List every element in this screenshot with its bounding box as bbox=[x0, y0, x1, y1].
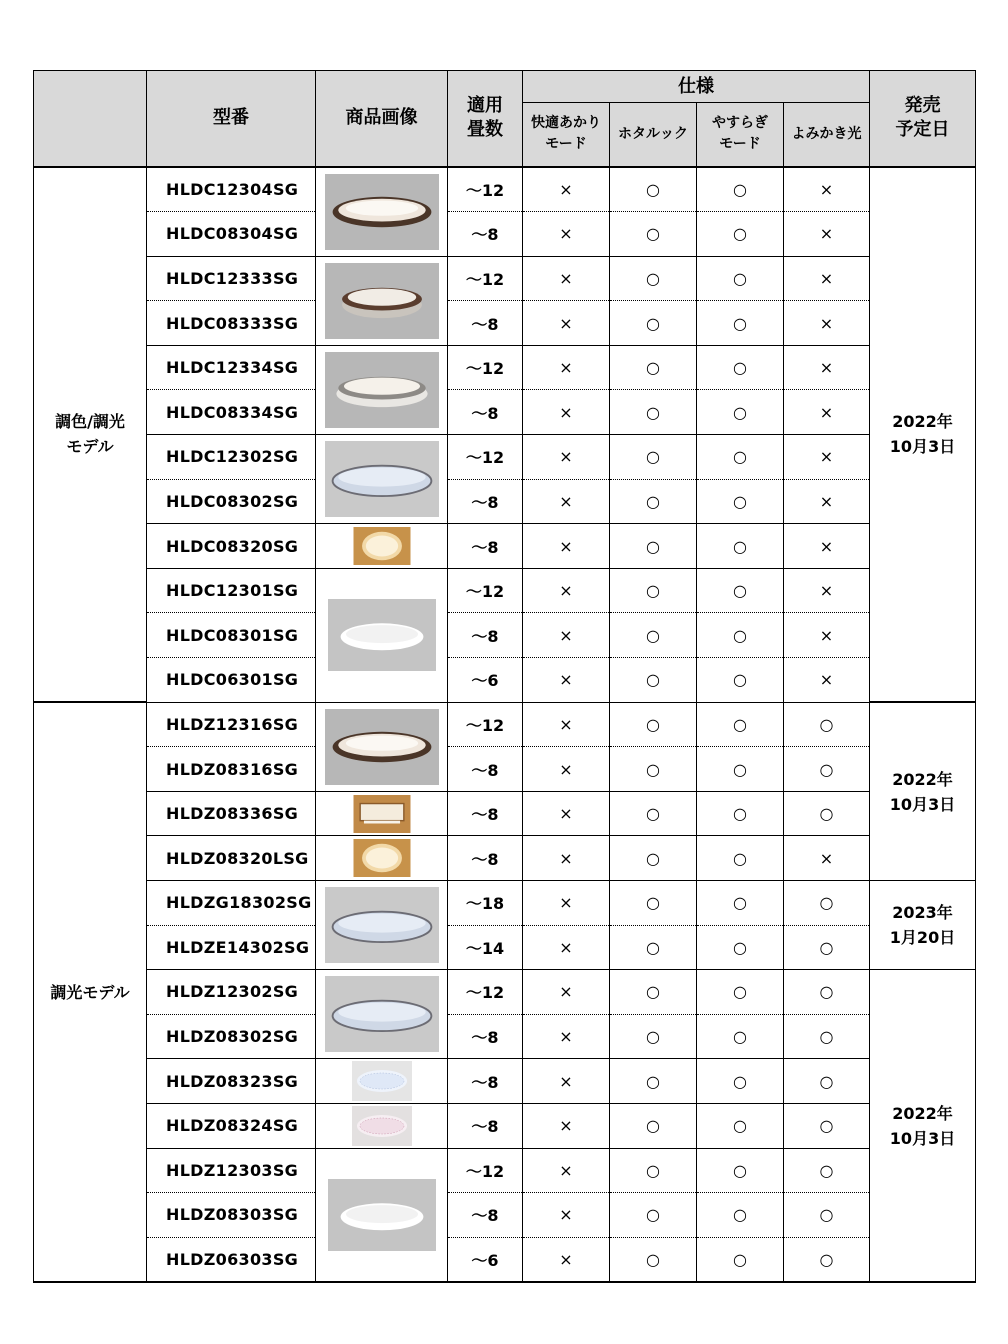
table-body bbox=[34, 167, 976, 1283]
spec-hotaluck-mark: ○ bbox=[610, 613, 697, 658]
tatami-size: ～12 bbox=[448, 1148, 523, 1193]
spec-yomikaki-mark: ○ bbox=[784, 925, 870, 970]
spec-comfort-mode-mark: × bbox=[523, 345, 610, 390]
spec-yomikaki-mark: × bbox=[784, 301, 870, 346]
spec-yasuragi-mode-mark: ○ bbox=[697, 212, 784, 257]
product-image-cell bbox=[316, 1059, 448, 1104]
release-date: 2023年 1月20日 bbox=[870, 881, 976, 970]
product-image-cell bbox=[316, 1103, 448, 1148]
ceiling-light-dark-wood-frame-image bbox=[316, 709, 447, 785]
spec-comfort-mode-mark: × bbox=[523, 435, 610, 480]
spec-hotaluck-mark: ○ bbox=[610, 925, 697, 970]
spec-yasuragi-mode-mark: ○ bbox=[697, 390, 784, 435]
table-row bbox=[34, 524, 976, 569]
table-row bbox=[34, 702, 976, 747]
model-number: HLDC08302SG bbox=[147, 479, 316, 524]
spec-yasuragi-mode-mark: ○ bbox=[697, 301, 784, 346]
spec-yasuragi-mode-mark: ○ bbox=[697, 836, 784, 881]
table-row bbox=[34, 925, 976, 970]
spec-yasuragi-mode-mark: ○ bbox=[697, 658, 784, 703]
tatami-size: ～12 bbox=[448, 970, 523, 1015]
tatami-size: ～8 bbox=[448, 1059, 523, 1104]
table-row bbox=[34, 836, 976, 881]
spec-yomikaki-mark: × bbox=[784, 390, 870, 435]
ceiling-light-clear-ring-image bbox=[316, 441, 447, 517]
release-date: 2022年 10月3日 bbox=[870, 702, 976, 880]
spec-hotaluck-mark: ○ bbox=[610, 167, 697, 212]
spec-hotaluck-mark: ○ bbox=[610, 702, 697, 747]
tatami-size: ～8 bbox=[448, 613, 523, 658]
spec-yasuragi-mode-mark: ○ bbox=[697, 256, 784, 301]
model-number: HLDC12334SG bbox=[147, 345, 316, 390]
header-spec-yomikaki: よみかき光 bbox=[784, 103, 870, 167]
spec-hotaluck-mark: ○ bbox=[610, 747, 697, 792]
table-row bbox=[34, 881, 976, 926]
model-number: HLDC08333SG bbox=[147, 301, 316, 346]
spec-comfort-mode-mark: × bbox=[523, 1237, 610, 1282]
tatami-size: ～14 bbox=[448, 925, 523, 970]
tatami-size: ～6 bbox=[448, 1237, 523, 1282]
model-number: HLDZ08302SG bbox=[147, 1014, 316, 1059]
group-label: 調色/調光 モデル bbox=[34, 167, 147, 703]
tatami-size: ～6 bbox=[448, 658, 523, 703]
spec-comfort-mode-mark: × bbox=[523, 390, 610, 435]
spec-yasuragi-mode-mark: ○ bbox=[697, 747, 784, 792]
spec-comfort-mode-mark: × bbox=[523, 881, 610, 926]
model-number: HLDZ08336SG bbox=[147, 791, 316, 836]
model-number: HLDZG18302SG bbox=[147, 881, 316, 926]
product-image-cell bbox=[316, 791, 448, 836]
tatami-size: ～18 bbox=[448, 881, 523, 926]
tatami-size: ～8 bbox=[448, 1014, 523, 1059]
spec-hotaluck-mark: ○ bbox=[610, 1193, 697, 1238]
product-image-cell bbox=[316, 568, 448, 702]
tatami-size: ～8 bbox=[448, 791, 523, 836]
header-blank bbox=[34, 71, 147, 167]
model-number: HLDC12302SG bbox=[147, 435, 316, 480]
model-number: HLDC08334SG bbox=[147, 390, 316, 435]
model-number: HLDC12333SG bbox=[147, 256, 316, 301]
model-number: HLDZ12302SG bbox=[147, 970, 316, 1015]
spec-comfort-mode-mark: × bbox=[523, 479, 610, 524]
spec-yasuragi-mode-mark: ○ bbox=[697, 702, 784, 747]
tatami-size: ～8 bbox=[448, 479, 523, 524]
model-number: HLDZ12316SG bbox=[147, 702, 316, 747]
spec-yomikaki-mark: ○ bbox=[784, 970, 870, 1015]
spec-comfort-mode-mark: × bbox=[523, 658, 610, 703]
spec-comfort-mode-mark: × bbox=[523, 613, 610, 658]
spec-yomikaki-mark: × bbox=[784, 836, 870, 881]
header-spec-hotaluck: ホタルック bbox=[610, 103, 697, 167]
spec-yasuragi-mode-mark: ○ bbox=[697, 479, 784, 524]
table-row bbox=[34, 568, 976, 613]
product-image-cell bbox=[316, 1148, 448, 1282]
tatami-size: ～8 bbox=[448, 212, 523, 257]
spec-hotaluck-mark: ○ bbox=[610, 1014, 697, 1059]
table-row bbox=[34, 435, 976, 480]
spec-comfort-mode-mark: × bbox=[523, 524, 610, 569]
model-number: HLDZ08324SG bbox=[147, 1103, 316, 1148]
model-number: HLDC12301SG bbox=[147, 568, 316, 613]
spec-hotaluck-mark: ○ bbox=[610, 479, 697, 524]
spec-yasuragi-mode-mark: ○ bbox=[697, 1103, 784, 1148]
spec-yasuragi-mode-mark: ○ bbox=[697, 524, 784, 569]
ceiling-light-silver-frame-image bbox=[316, 352, 447, 428]
spec-yomikaki-mark: ○ bbox=[784, 1148, 870, 1193]
table-row bbox=[34, 212, 976, 257]
ceiling-light-blue-floral-image bbox=[316, 1061, 447, 1101]
spec-hotaluck-mark: ○ bbox=[610, 390, 697, 435]
spec-hotaluck-mark: ○ bbox=[610, 836, 697, 881]
spec-hotaluck-mark: ○ bbox=[610, 1059, 697, 1104]
model-number: HLDC08304SG bbox=[147, 212, 316, 257]
spec-yasuragi-mode-mark: ○ bbox=[697, 1014, 784, 1059]
ceiling-light-amber-lace-image bbox=[316, 839, 447, 877]
table-row bbox=[34, 970, 976, 1015]
spec-yomikaki-mark: × bbox=[784, 568, 870, 613]
tatami-size: ～12 bbox=[448, 345, 523, 390]
tatami-size: ～8 bbox=[448, 1193, 523, 1238]
spec-yasuragi-mode-mark: ○ bbox=[697, 345, 784, 390]
ceiling-light-amber-lace-image bbox=[316, 527, 447, 565]
spec-yasuragi-mode-mark: ○ bbox=[697, 970, 784, 1015]
spec-hotaluck-mark: ○ bbox=[610, 212, 697, 257]
spec-comfort-mode-mark: × bbox=[523, 1148, 610, 1193]
tatami-size: ～12 bbox=[448, 256, 523, 301]
product-image-cell bbox=[316, 435, 448, 524]
spec-yomikaki-mark: × bbox=[784, 524, 870, 569]
model-number: HLDC08320SG bbox=[147, 524, 316, 569]
spec-yasuragi-mode-mark: ○ bbox=[697, 1237, 784, 1282]
header-image: 商品画像 bbox=[316, 71, 448, 167]
product-image-cell bbox=[316, 524, 448, 569]
ceiling-light-dark-wood-frame-image bbox=[316, 174, 447, 250]
spec-yomikaki-mark: ○ bbox=[784, 1059, 870, 1104]
table-row bbox=[34, 1059, 976, 1104]
header-model: 型番 bbox=[147, 71, 316, 167]
spec-yomikaki-mark: × bbox=[784, 435, 870, 480]
spec-yomikaki-mark: ○ bbox=[784, 1014, 870, 1059]
table-row bbox=[34, 345, 976, 390]
spec-comfort-mode-mark: × bbox=[523, 301, 610, 346]
spec-yasuragi-mode-mark: ○ bbox=[697, 435, 784, 480]
spec-yomikaki-mark: × bbox=[784, 479, 870, 524]
spec-yomikaki-mark: × bbox=[784, 212, 870, 257]
spec-comfort-mode-mark: × bbox=[523, 167, 610, 212]
release-date: 2022年 10月3日 bbox=[870, 167, 976, 703]
product-image-cell bbox=[316, 836, 448, 881]
spec-yomikaki-mark: ○ bbox=[784, 702, 870, 747]
header-spec: 仕様 bbox=[523, 71, 870, 103]
model-number: HLDZE14302SG bbox=[147, 925, 316, 970]
spec-yasuragi-mode-mark: ○ bbox=[697, 167, 784, 212]
tatami-size: ～8 bbox=[448, 836, 523, 881]
table-row bbox=[34, 479, 976, 524]
table-row bbox=[34, 1103, 976, 1148]
product-image-cell bbox=[316, 881, 448, 970]
spec-yomikaki-mark: × bbox=[784, 345, 870, 390]
spec-hotaluck-mark: ○ bbox=[610, 256, 697, 301]
spec-hotaluck-mark: ○ bbox=[610, 1148, 697, 1193]
model-number: HLDC08301SG bbox=[147, 613, 316, 658]
group-label: 調光モデル bbox=[34, 702, 147, 1282]
spec-hotaluck-mark: ○ bbox=[610, 881, 697, 926]
spec-comfort-mode-mark: × bbox=[523, 702, 610, 747]
model-number: HLDC12304SG bbox=[147, 167, 316, 212]
spec-comfort-mode-mark: × bbox=[523, 925, 610, 970]
spec-yomikaki-mark: × bbox=[784, 256, 870, 301]
spec-yomikaki-mark: × bbox=[784, 167, 870, 212]
spec-comfort-mode-mark: × bbox=[523, 1103, 610, 1148]
ceiling-light-square-wood-image bbox=[316, 795, 447, 833]
ceiling-light-plain-dome-image bbox=[316, 599, 447, 671]
spec-yasuragi-mode-mark: ○ bbox=[697, 568, 784, 613]
product-image-cell bbox=[316, 345, 448, 434]
table-row bbox=[34, 1237, 976, 1282]
header-release: 発売 予定日 bbox=[870, 71, 976, 167]
spec-comfort-mode-mark: × bbox=[523, 970, 610, 1015]
spec-yomikaki-mark: ○ bbox=[784, 881, 870, 926]
table-row bbox=[34, 1014, 976, 1059]
model-number: HLDZ08323SG bbox=[147, 1059, 316, 1104]
table-row bbox=[34, 256, 976, 301]
header-tatami: 適用 畳数 bbox=[448, 71, 523, 167]
tatami-size: ～8 bbox=[448, 747, 523, 792]
header-spec-comfort: 快適あかり モード bbox=[523, 103, 610, 167]
table-row bbox=[34, 658, 976, 703]
spec-hotaluck-mark: ○ bbox=[610, 568, 697, 613]
spec-hotaluck-mark: ○ bbox=[610, 1103, 697, 1148]
table-row bbox=[34, 390, 976, 435]
spec-comfort-mode-mark: × bbox=[523, 836, 610, 881]
spec-yasuragi-mode-mark: ○ bbox=[697, 791, 784, 836]
model-number: HLDC06301SG bbox=[147, 658, 316, 703]
model-number: HLDZ08316SG bbox=[147, 747, 316, 792]
header-spec-yasuragi: やすらぎ モード bbox=[697, 103, 784, 167]
model-number: HLDZ06303SG bbox=[147, 1237, 316, 1282]
spec-yasuragi-mode-mark: ○ bbox=[697, 925, 784, 970]
spec-yasuragi-mode-mark: ○ bbox=[697, 1193, 784, 1238]
tatami-size: ～12 bbox=[448, 568, 523, 613]
spec-hotaluck-mark: ○ bbox=[610, 345, 697, 390]
spec-hotaluck-mark: ○ bbox=[610, 658, 697, 703]
spec-yasuragi-mode-mark: ○ bbox=[697, 881, 784, 926]
spec-yomikaki-mark: ○ bbox=[784, 1193, 870, 1238]
table-row bbox=[34, 301, 976, 346]
spec-comfort-mode-mark: × bbox=[523, 747, 610, 792]
tatami-size: ～12 bbox=[448, 435, 523, 480]
table-row bbox=[34, 791, 976, 836]
spec-hotaluck-mark: ○ bbox=[610, 791, 697, 836]
ceiling-light-pink-floral-image bbox=[316, 1106, 447, 1146]
ceiling-light-dark-wood-dome-image bbox=[316, 263, 447, 339]
product-spec-table bbox=[33, 70, 976, 1283]
release-date: 2022年 10月3日 bbox=[870, 970, 976, 1283]
spec-hotaluck-mark: ○ bbox=[610, 970, 697, 1015]
spec-comfort-mode-mark: × bbox=[523, 1059, 610, 1104]
spec-yomikaki-mark: ○ bbox=[784, 1103, 870, 1148]
table-row bbox=[34, 1148, 976, 1193]
tatami-size: ～8 bbox=[448, 390, 523, 435]
spec-yasuragi-mode-mark: ○ bbox=[697, 1148, 784, 1193]
spec-comfort-mode-mark: × bbox=[523, 256, 610, 301]
tatami-size: ～8 bbox=[448, 524, 523, 569]
spec-yomikaki-mark: × bbox=[784, 658, 870, 703]
ceiling-light-plain-dome-image bbox=[316, 1179, 447, 1251]
spec-yomikaki-mark: × bbox=[784, 613, 870, 658]
spec-yomikaki-mark: ○ bbox=[784, 747, 870, 792]
product-image-cell bbox=[316, 256, 448, 345]
spec-yomikaki-mark: ○ bbox=[784, 791, 870, 836]
spec-hotaluck-mark: ○ bbox=[610, 301, 697, 346]
table-row bbox=[34, 747, 976, 792]
product-image-cell bbox=[316, 167, 448, 257]
product-image-cell bbox=[316, 970, 448, 1059]
model-number: HLDZ12303SG bbox=[147, 1148, 316, 1193]
tatami-size: ～12 bbox=[448, 702, 523, 747]
model-number: HLDZ08320LSG bbox=[147, 836, 316, 881]
spec-comfort-mode-mark: × bbox=[523, 568, 610, 613]
spec-hotaluck-mark: ○ bbox=[610, 524, 697, 569]
spec-yasuragi-mode-mark: ○ bbox=[697, 613, 784, 658]
product-image-cell bbox=[316, 702, 448, 791]
spec-comfort-mode-mark: × bbox=[523, 1014, 610, 1059]
table-row bbox=[34, 613, 976, 658]
spec-hotaluck-mark: ○ bbox=[610, 435, 697, 480]
tatami-size: ～12 bbox=[448, 167, 523, 212]
spec-hotaluck-mark: ○ bbox=[610, 1237, 697, 1282]
ceiling-light-clear-ring-image bbox=[316, 976, 447, 1052]
tatami-size: ～8 bbox=[448, 301, 523, 346]
model-number: HLDZ08303SG bbox=[147, 1193, 316, 1238]
tatami-size: ～8 bbox=[448, 1103, 523, 1148]
spec-comfort-mode-mark: × bbox=[523, 791, 610, 836]
spec-yasuragi-mode-mark: ○ bbox=[697, 1059, 784, 1104]
spec-yomikaki-mark: ○ bbox=[784, 1237, 870, 1282]
ceiling-light-clear-ring-image bbox=[316, 887, 447, 963]
table-row bbox=[34, 167, 976, 212]
table-row bbox=[34, 1193, 976, 1238]
spec-comfort-mode-mark: × bbox=[523, 1193, 610, 1238]
spec-comfort-mode-mark: × bbox=[523, 212, 610, 257]
